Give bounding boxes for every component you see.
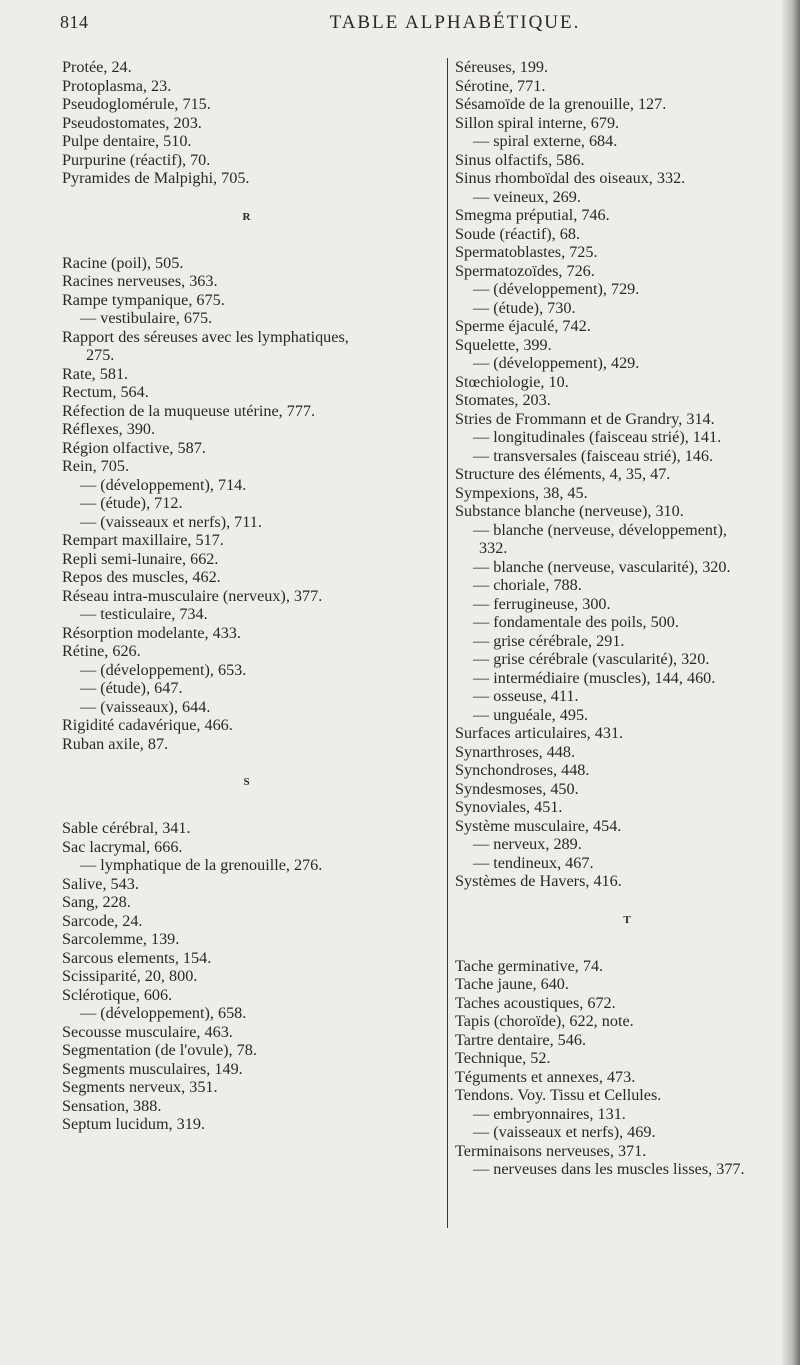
index-entry: — nerveuses dans les muscles lisses, 377. — [473, 1160, 745, 1178]
index-entry: Rempart maxillaire, 517. — [62, 531, 224, 549]
index-entry: Sinus rhomboïdal des oiseaux, 332. — [455, 169, 686, 187]
index-entry: Synoviales, 451. — [455, 798, 563, 816]
index-entry: Substance blanche (nerveuse), 310. — [455, 502, 684, 520]
index-entry: Segments nerveux, 351. — [62, 1078, 218, 1096]
index-entry: Sarcous elements, 154. — [62, 948, 212, 967]
left-column — [62, 58, 432, 1134]
index-entry: Pseudostomates, 203. — [62, 113, 202, 132]
index-entry: Sérotine, 771. — [455, 76, 546, 95]
index-entry: Sable cérébral, 341. — [62, 819, 191, 837]
index-entry: Sang, 228. — [62, 893, 131, 911]
index-entry: — (vaisseaux et nerfs), 469. — [473, 1123, 656, 1141]
index-entry: — transversales (faisceau strié), 146. — [473, 446, 714, 465]
index-entry: Pulpe dentaire, 510. — [62, 132, 192, 150]
index-entry: 275. — [86, 346, 115, 364]
index-entry: Synchondroses, 448. — [455, 761, 590, 779]
index-entry: — blanche (nerveuse, développement), — [473, 520, 727, 539]
index-entry: — (développement), 714. — [80, 475, 247, 494]
entries-s-right — [455, 58, 800, 891]
index-entry: Syndesmoses, 450. — [455, 779, 579, 798]
index-entry: — fondamentale des poils, 500. — [473, 613, 679, 631]
index-entry: Stœchiologie, 10. — [455, 372, 569, 391]
page-number: 814 — [60, 12, 89, 32]
entries-s-left — [62, 819, 432, 1134]
index-entry: Rampe tympanique, 675. — [62, 290, 225, 309]
page-edge-shadow — [782, 0, 800, 1365]
index-entry: Sperme éjaculé, 742. — [455, 317, 591, 335]
index-entry: Sinus olfactifs, 586. — [455, 150, 585, 169]
index-entry: Téguments et annexes, 473. — [455, 1067, 636, 1086]
section-letter-t: T — [623, 913, 632, 926]
index-entry: — intermédiaire (muscles), 144, 460. — [473, 668, 716, 687]
index-entry: — vestibulaire, 675. — [80, 309, 213, 327]
index-entry: Sésamoïde de la grenouille, 127. — [455, 95, 667, 113]
index-entry: Sarcode, 24. — [62, 911, 143, 930]
index-entry: Sillon spiral interne, 679. — [455, 113, 620, 132]
index-entry: — (développement), 429. — [473, 354, 640, 372]
entries-t — [455, 957, 800, 1179]
index-entry: Rétine, 626. — [62, 642, 141, 660]
index-entry: — embryonnaires, 131. — [473, 1104, 626, 1123]
entries-p-tail — [62, 58, 432, 188]
section-letter-r: R — [242, 210, 252, 223]
index-entry: — (développement), 729. — [473, 280, 640, 298]
index-entry: Racine (poil), 505. — [62, 253, 184, 272]
index-entry: Résorption modelante, 433. — [62, 623, 241, 642]
index-entry: Salive, 543. — [62, 874, 139, 893]
index-entry: — nerveux, 289. — [473, 835, 582, 853]
index-entry: Secousse musculaire, 463. — [62, 1022, 233, 1041]
index-entry: Protoplasma, 23. — [62, 76, 172, 95]
index-entry: Scissiparité, 20, 800. — [62, 967, 198, 985]
index-entry: Séreuses, 199. — [455, 58, 549, 76]
index-entry: Stomates, 203. — [455, 391, 551, 409]
index-entry: Tartre dentaire, 546. — [455, 1030, 587, 1049]
index-entry: Tache jaune, 640. — [455, 975, 569, 993]
index-entry: — unguéale, 495. — [473, 705, 589, 724]
index-entry: — spiral externe, 684. — [473, 132, 618, 150]
index-entry: 332. — [479, 539, 508, 557]
index-entry: Structure des éléments, 4, 35, 47. — [455, 465, 671, 483]
index-entry: Taches acoustiques, 672. — [455, 993, 616, 1012]
index-entry: — longitudinales (faisceau strié), 141. — [473, 428, 722, 446]
index-entry: Smegma préputial, 746. — [455, 206, 610, 224]
index-entry: — (vaisseaux), 644. — [80, 697, 211, 716]
index-entry: Sac lacrymal, 666. — [62, 837, 183, 856]
index-entry: Réfection de la muqueuse utérine, 777. — [62, 401, 316, 420]
index-entry: — veineux, 269. — [473, 187, 581, 206]
index-entry: — (développement), 658. — [80, 1004, 247, 1022]
index-entry: — blanche (nerveuse, vascularité), 320. — [473, 557, 731, 576]
index-entry: Sensation, 388. — [62, 1096, 162, 1115]
section-letter-s: S — [243, 776, 251, 788]
index-entry: Synarthroses, 448. — [455, 742, 576, 761]
index-entry: Rigidité cadavérique, 466. — [62, 716, 233, 734]
index-entry: — tendineux, 467. — [473, 853, 594, 872]
index-entry: Soude (réactif), 68. — [455, 224, 580, 243]
index-entry: Réseau intra-musculaire (nerveux), 377. — [62, 586, 323, 605]
index-entry: Tache germinative, 74. — [455, 956, 604, 975]
index-entry: — osseuse, 411. — [473, 687, 579, 705]
index-entry: — (étude), 730. — [473, 298, 576, 317]
index-entry: — (vaisseaux et nerfs), 711. — [80, 512, 262, 531]
index-entry: — (étude), 647. — [80, 679, 183, 697]
index-entry: Pseudoglomérule, 715. — [62, 95, 211, 113]
index-entry: Septum lucidum, 319. — [62, 1115, 205, 1133]
index-entry: Protée, 24. — [62, 58, 132, 76]
index-entry: Terminaisons nerveuses, 371. — [455, 1141, 647, 1160]
index-entry: Réflexes, 390. — [62, 420, 156, 438]
index-entry: Rein, 705. — [62, 457, 129, 475]
index-entry: Segmentation (de l'ovule), 78. — [62, 1041, 257, 1059]
index-entry: — lymphatique de la grenouille, 276. — [80, 856, 323, 874]
index-entry: Squelette, 399. — [455, 335, 552, 354]
index-entry: Rate, 581. — [62, 364, 129, 383]
index-entry: Segments musculaires, 149. — [62, 1059, 243, 1078]
column-divider — [447, 58, 448, 1228]
page-header — [0, 4, 760, 44]
index-entry: Stries de Frommann et de Grandry, 314. — [455, 409, 715, 428]
index-entry: Systèmes de Havers, 416. — [455, 872, 622, 890]
index-entry: Tendons. Voy. Tissu et Cellules. — [455, 1086, 662, 1104]
index-entry: Région olfactive, 587. — [62, 438, 206, 457]
entries-r — [62, 254, 432, 754]
right-column — [455, 58, 800, 1179]
index-entry: Rectum, 564. — [62, 383, 149, 401]
index-entry: Spermatoblastes, 725. — [455, 243, 598, 261]
index-entry: Sclérotique, 606. — [62, 985, 173, 1004]
index-entry: Ruban axile, 87. — [62, 734, 169, 753]
index-entry: Système musculaire, 454. — [455, 816, 622, 835]
index-entry: Technique, 52. — [455, 1049, 551, 1067]
index-entry: Purpurine (réactif), 70. — [62, 150, 211, 169]
index-entry: Rapport des séreuses avec les lymphatiques, — [62, 327, 349, 346]
index-entry: Sympexions, 38, 45. — [455, 483, 588, 502]
index-entry: — (étude), 712. — [80, 494, 183, 512]
running-title: TABLE ALPHABÉTIQUE. — [329, 12, 581, 33]
index-entry: — (développement), 653. — [80, 660, 247, 679]
index-entry: — testiculaire, 734. — [80, 605, 208, 623]
index-entry: Repli semi-lunaire, 662. — [62, 549, 219, 568]
index-entry: Repos des muscles, 462. — [62, 568, 221, 586]
index-entry: Surfaces articulaires, 431. — [455, 724, 624, 742]
index-entry: Pyramides de Malpighi, 705. — [62, 169, 250, 187]
index-entry: — ferrugineuse, 300. — [473, 594, 611, 613]
index-entry: — grise cérébrale, 291. — [473, 631, 625, 650]
index-entry: — grise cérébrale (vascularité), 320. — [473, 650, 710, 668]
index-entry: Tapis (choroïde), 622, note. — [455, 1012, 634, 1030]
index-entry: Racines nerveuses, 363. — [62, 272, 218, 290]
index-entry: — choriale, 788. — [473, 576, 582, 594]
index-entry: Sarcolemme, 139. — [62, 930, 180, 948]
index-entry: Spermatozoïdes, 726. — [455, 261, 595, 280]
